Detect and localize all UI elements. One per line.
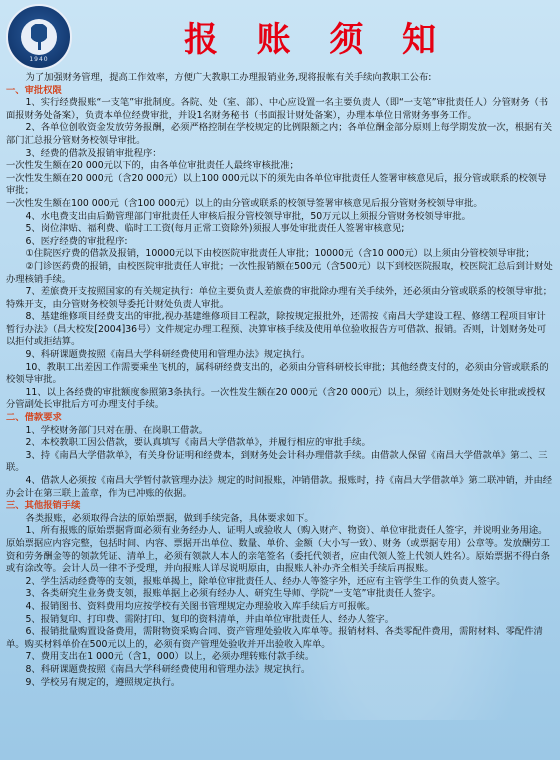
paragraph: 4、报销图书、资料费用均应按学校有关图书管理规定办理验收入库手续后方可报帐。 xyxy=(25,600,376,612)
header xyxy=(0,0,560,74)
title-char: 报 xyxy=(184,19,218,60)
paragraph: 10、教职工出差因工作需要乘坐飞机的，属科研经费支出的，必须由分管科研校长审批；其他经费支付的，必须由分管或联系的校领导审批。 xyxy=(6,361,549,386)
section-heading-other: 三、其他报销手续 xyxy=(6,500,81,512)
paragraph: 一次性发生额在100 000元（含100 000元）以上的由分管或联系的校领导签署审核意见后报分管财务校领导审批。 xyxy=(6,197,483,209)
paragraph: 4、借款人必须按《南昌大学暂付款管理办法》规定的时间报账，冲销借款。报账时，持《南昌大学借款单》第二联冲销，并由经办会计在第三联上盖章，作为已冲账的依据。 xyxy=(6,475,553,499)
notice-body xyxy=(6,72,554,689)
paragraph: 1、学校财务部门只对在册、在岗职工借款。 xyxy=(25,424,209,436)
title-char: 须 xyxy=(329,19,364,60)
title-char: 知 xyxy=(401,19,436,60)
logo-trunk xyxy=(38,40,41,50)
paragraph: 5、岗位津贴、福利费、临时工工资(每月正常工资除外)须报人事处审批责任人签署审核意见; xyxy=(25,223,405,235)
paragraph: ②门诊医药费的报销，由校医院审批责任人审批；一次性报销额在500元（含500元）以下到校医院报取，校医院汇总后到计财处办理核销手续。 xyxy=(6,260,553,285)
page-title xyxy=(180,12,440,60)
paragraph: 2、本校教职工因公借款，要认真填写《南昌大学借款单》，并履行相应的审批手续。 xyxy=(25,437,371,449)
paragraph: 6、医疗经费的审批程序: xyxy=(25,235,128,247)
paragraph: 2、学生活动经费等的支领，报账单揭上，除单位审批责任人、经办人等签字外，还应有主管学生工作的负责人签字。 xyxy=(25,575,506,587)
paragraph: 2、各单位创收资金发放劳务报酬，必须严格控制在学校规定的比例限额之内；各单位酬金部分原则上每学期发放一次，根据有关部门汇总报分管财务校领导审批。 xyxy=(6,122,553,146)
paragraph: 1、实行经费报账“一支笔”审批制度。各院、处（室、部）、中心应设置一名主要负责人（即“一支笔”审批责任人）分管财务（书面报财务处备案），负责本单位经费审批，并设1名财务秘书（书面报计财处备案），办理本单位日常财务事务工作。 xyxy=(6,97,549,121)
paragraph: 一次性发生额在20 000元以下的，由各单位审批责任人最终审核批准； xyxy=(6,160,299,172)
paragraph: 7、差旅费开支按照国家的有关规定执行：单位主要负责人差旅费的审批除办理有关手续外，还必须由分管或联系的校领导审批；特殊开支，由分管财务校领导委托计财处负责人审批。 xyxy=(6,286,553,310)
paragraph: 9、科研课题费按照《南昌大学科研经费使用和管理办法》规定执行。 xyxy=(25,349,311,361)
section-heading-loans: 二、借款要求 xyxy=(6,412,62,424)
paragraph: 3、各类研究生业务费支领，报账单据上必须有经办人、研究生导师、学院“一支笔”审批责任人签字。 xyxy=(25,588,441,600)
paragraph: 3、经费的借款及报销审批程序： xyxy=(25,147,162,159)
paragraph: 6、报销批量购置设备费用，需附物资采购合同、资产管理处验收入库单等。报销材料、各类零配件费用，需附材料、零配件清单。购买材料单价在500元以上的，必须有资产管理处验收并开出验收入库单。 xyxy=(6,626,543,650)
paragraph: 3、持《南昌大学借款单》，有关身份证明和经费本，到财务处会计科办理借款手续。由借款人保留《南昌大学借款单》第二、三联。 xyxy=(6,449,548,474)
paragraph: 一次性发生额在20 000元（含20 000元）以上100 000元以下的须先由各单位审批责任人签署审核意见后，报分管或联系的校领导审批； xyxy=(6,172,547,197)
paragraph: 8、科研课题费按照《南昌大学科研经费使用和管理办法》规定执行。 xyxy=(25,663,311,675)
intro-paragraph: 为了加强财务管理，提高工作效率，方便广大教职工办理报销业务,现将报帐有关手续向教职工公布: xyxy=(25,72,432,83)
university-logo xyxy=(6,4,72,70)
paragraph: 8、基建维修项目经费支出的审批,视办基建维修项目工程款，除按规定报批外，还需按《南昌大学建设工程、修缮工程项目审计暂行办法》（昌大校发[2004]36号）文件规定办理工程预、决算审核手续及使用单位验收报告方可借款、报销。否则，计划财务处可以拒付或拒结算。 xyxy=(6,311,547,348)
title-char: 账 xyxy=(256,19,291,60)
logo-year: 1940 xyxy=(29,56,49,63)
paragraph: ①住院医疗费的借款及报销，10000元以下由校医院审批责任人审批；10000元（含10 000元）以上须由分管校领导审批； xyxy=(25,248,535,260)
paragraph: 4、水电费支出由后勤管理部门审批责任人审核后报分管校领导审批，50万元以上须报分管财务校领导审批。 xyxy=(25,210,471,222)
paragraph: 11、以上各经费的审批额度参照第3条执行。一次性发生额在20 000元（含20 000元）以上，须经计划财务处处长审批或授权分管副处长审批后方可办理支付手续。 xyxy=(6,386,546,411)
paragraph: 7、费用支出在1 000元（含1，000）以上，必须办理转账付款手续。 xyxy=(25,651,315,663)
section-heading-approval: 一、审批权限 xyxy=(6,84,62,96)
paragraph: 1、所有报账的原始票据背面必须有业务经办人、证明人或验收人（购入财产、物资）、单位审批责任人签字，并说明业务用途。原始票据应内容完整，包括时间、内容、票据开出单位、数量、单价、金额（大小写一致）、财务（或票据专用）公章等。发放酬劳工资和劳务酬金等的领款凭证、清单上，必须有领款人本人的亲笔签名（委托代领者，应由代领人签上代领人姓名）。原始票据不得白条或有涂改等。会计人员一律不予受理，并向报账人详尽说明原由，由报账人补办齐全相关手续后再报账。 xyxy=(6,525,550,575)
paragraph: 9、学校另有规定的，遵照规定执行。 xyxy=(25,676,181,688)
paragraph: 各类报账，必须取得合法的原始票据，做到手续完备，具体要求如下。 xyxy=(25,512,314,524)
paragraph: 5、报销复印、打印费、需附打印、复印的资料清单，并由单位审批责任人、经办人签字。 xyxy=(25,613,395,625)
